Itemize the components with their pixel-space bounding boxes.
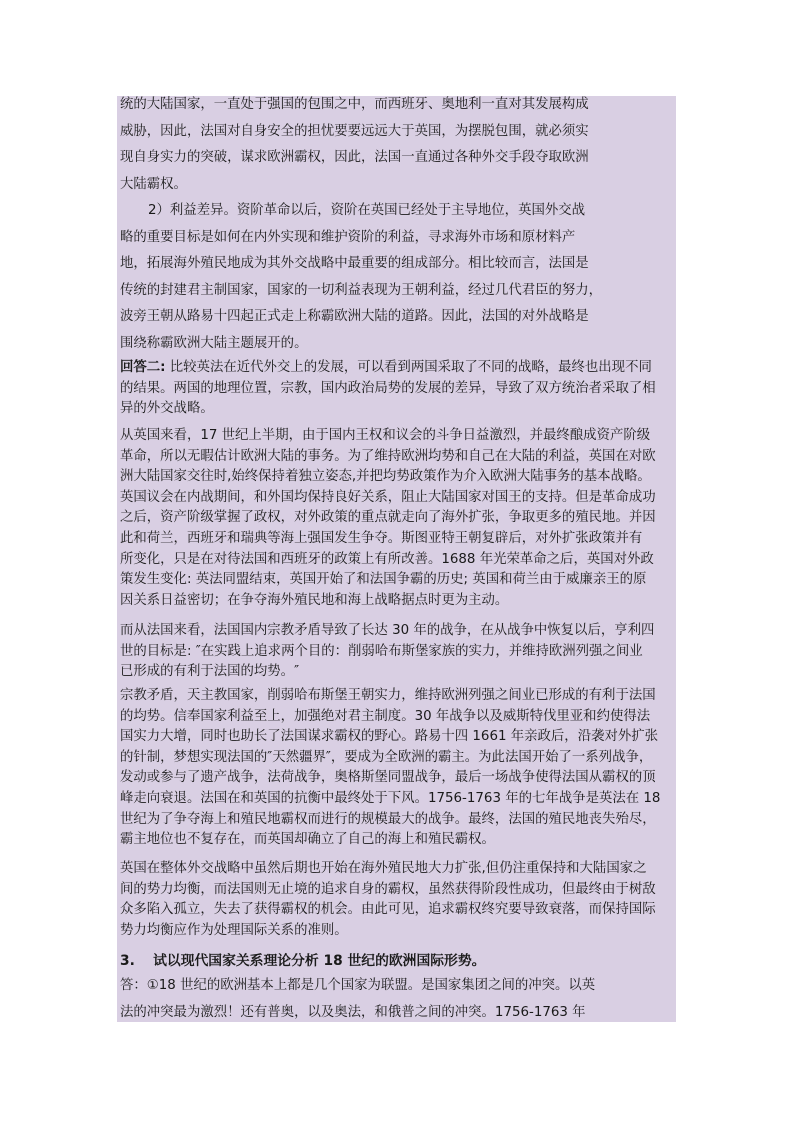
question-number: 3. — [120, 953, 135, 969]
text-line: 间的势力均衡，而法国则无止境的追求自身的霸权，虽然获得阶段性成功，但最终由于树敌 — [120, 881, 656, 897]
text-line: 传统的封建君主制国家，国家的一切利益表现为王朝利益，经过几代君臣的努力， — [120, 282, 603, 298]
text-line: 发动或参与了遗产战争，法荷战争，奥格斯堡同盟战争，最后一场战争使得法国从霸权的顶 — [120, 770, 656, 786]
text-line: 从英国来看，17 世纪上半期，由于国内王权和议会的斗争日益激烈，并最终酿成资产阶级 — [120, 428, 651, 443]
text-line: 势力均衡应作为处理国际关系的准则。 — [120, 922, 348, 938]
text-line: 围绕称霸欧洲大陆主题展开的。 — [120, 335, 308, 351]
text-line: 国实力大增，同时也助长了法国谋求霸权的野心。路易十四 1661 年亲政后，沿袭对外扩张 — [120, 729, 659, 745]
text-line: 宗教矛盾，天主教国家，削弱哈布斯堡王朝实力，维持欧洲列强之间业已形成的有利于法国 — [120, 688, 656, 703]
text-line: 异的外交战略。 — [120, 401, 214, 417]
text-line: 众多陷入孤立，失去了获得霸权的机会。由此可见，追求霸权终究要导致衰落，而保持国际 — [120, 902, 656, 918]
text-line: 比较英法在近代外交上的发展，可以看到两国采取了不同的战略，最终也出现不同 — [165, 360, 652, 375]
text-line: 洲大陆国家交往时,始终保持着独立姿态,并把均势政策作为介入欧洲大陆事务的基本战略。 — [120, 469, 651, 485]
question-three-heading — [120, 950, 676, 972]
text-line: 的均势。信奉国家利益至上，加强绝对君主制度。30 年战争以及威斯特伐里亚和约使得法 — [120, 708, 651, 724]
text-line: 英国议会在内战期间，和外国均保持良好关系，阻止大陆国家对国王的支持。但是革命成功 — [120, 489, 656, 505]
text-line: 2）利益差异。资阶革命以后，资阶在英国已经处于主导地位，英国外交战 — [148, 203, 586, 218]
text-line: 所变化，只是在对待法国和西班牙的政策上有所改善。1688 年光荣革命之后，英国对外政 — [120, 551, 654, 567]
paragraph-answer-three — [120, 976, 676, 1029]
text-line: 革命，所以无暇估计欧洲大陆的事务。为了维持欧洲均势和自己在大陆的利益，英国在对欧 — [120, 448, 656, 464]
question-text: 试以现代国家关系理论分析 18 世纪的欧洲国际形势。 — [153, 953, 486, 969]
paragraph-intro — [120, 95, 676, 201]
text-line: 策发生变化: 英法同盟结束，英国开始了和法国争霸的历史; 英国和荷兰由于威廉亲王的原 — [120, 572, 647, 588]
answer-two-label: 回答二: — [120, 360, 166, 375]
paragraph-england — [120, 426, 676, 611]
text-line: 统的大陆国家，一直处于强国的包围之中，而西班牙、奥地利一直对其发展构成 — [120, 97, 589, 112]
text-line: 世纪为了争夺海上和殖民地霸权而进行的规模最大的战争。最终，法国的殖民地丧失殆尽， — [120, 811, 656, 827]
text-line: 而从法国来看，法国国内宗教矛盾导致了长达 30 年的战争，在从战争中恢复以后，亨利四 — [120, 623, 655, 638]
paragraph-france — [120, 621, 676, 683]
text-line: 之后，资产阶级掌握了政权，对外政策的重点就走向了海外扩张，争取更多的殖民地。并因 — [120, 510, 656, 526]
paragraph-interest-difference — [120, 201, 676, 360]
text-line: 此和荷兰，西班牙和瑞典等海上强国发生争夺。斯图亚特王朝复辟后，对外扩张政策并有 — [120, 530, 643, 546]
text-line: 峰走向衰退。法国在和英国的抗衡中最终处于下风。1756-1763 年的七年战争是英法在 18 — [120, 790, 661, 806]
text-line: 霸主地位也不复存在，而英国却确立了自己的海上和殖民霸权。 — [120, 832, 495, 848]
text-line: 答：①18 世纪的欧洲基本上都是几个国家为联盟。是国家集团之间的冲突。以英 — [120, 978, 596, 993]
text-line: 已形成的有利于法国的均势。″ — [120, 664, 300, 680]
text-line: 的针制，梦想实现法国的″天然疆界″，要成为全欧洲的霸主。为此法国开始了一系列战争， — [120, 749, 653, 765]
text-line: 略的重要目标是如何在内外实现和维护资阶的利益，寻求海外市场和原材料产 — [120, 229, 576, 245]
text-line: 世的目标是: ″在实践上追求两个目的：削弱哈布斯堡家族的实力，并维持欧洲列强之间业 — [120, 643, 643, 659]
text-line: 地，拓展海外殖民地成为其外交战略中最重要的组成部分。相比较而言，法国是 — [120, 256, 589, 271]
text-line: 波旁王朝从路易十四起正式走上称霸欧洲大陆的道路。因此，法国的对外战略是 — [120, 309, 589, 324]
text-line: 英国在整体外交战略中虽然后期也开始在海外殖民地大力扩张,但仍注重保持和大陆国家之 — [120, 861, 647, 876]
text-line: 威胁，因此，法国对自身安全的担忧要要远远大于英国，为摆脱包围，就必须实 — [120, 123, 589, 139]
text-line: 因关系日益密切；在争夺海外殖民地和海上战略据点时更为主动。 — [120, 592, 509, 608]
text-line: 法的冲突最为激烈！还有普奥，以及奥法，和俄普之间的冲突。1756-1763 年 — [120, 1004, 586, 1020]
paragraph-religion — [120, 686, 676, 851]
text-line: 大陆霸权。 — [120, 176, 187, 192]
text-line: 现自身实力的突破，谋求欧洲霸权，因此，法国一直通过各种外交手段夺取欧洲 — [120, 150, 589, 165]
paragraph-answer-two — [120, 358, 676, 420]
text-line: 的结果。两国的地理位置，宗教，国内政治局势的发展的差异，导致了双方统治者采取了相 — [120, 380, 656, 396]
paragraph-conclusion — [120, 859, 676, 941]
